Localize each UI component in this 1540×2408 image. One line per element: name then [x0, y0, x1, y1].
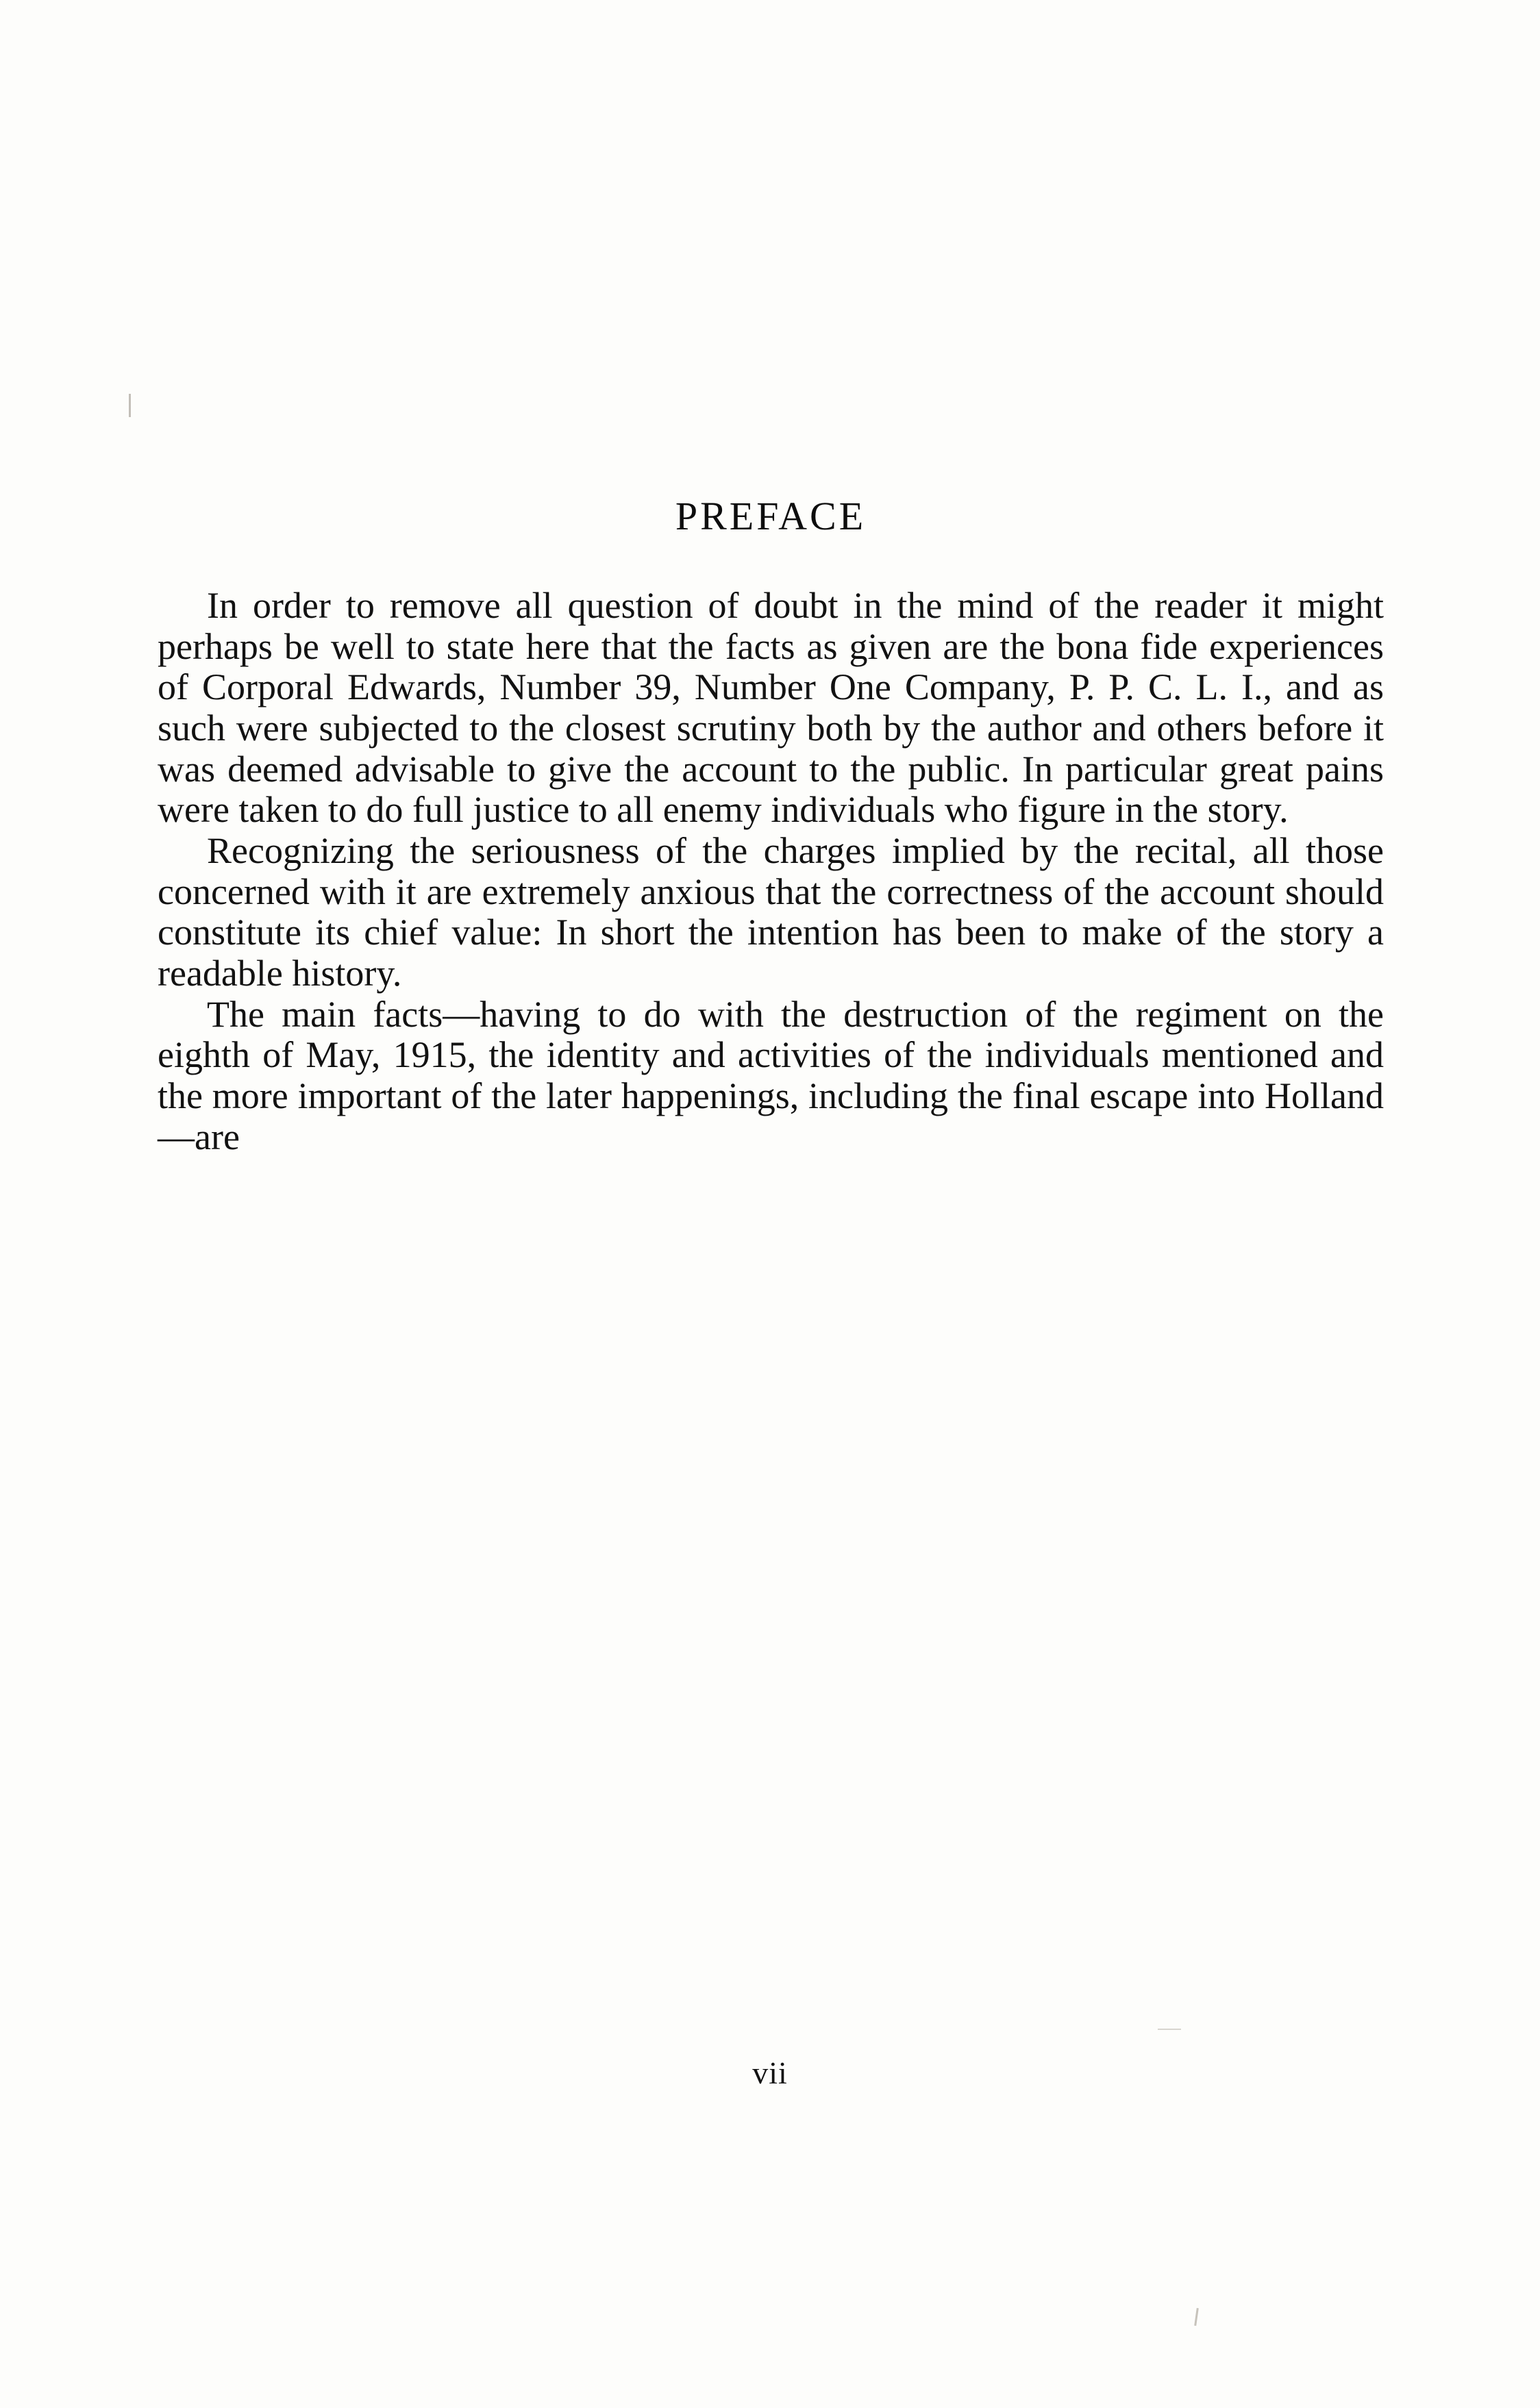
body-column: [158, 586, 1384, 1157]
page-title: PREFACE: [675, 494, 867, 538]
paragraph: The main facts—having to do with the destruction of the regiment on the eighth of May, 1915, the identity and activities of the individuals mentioned and the more important of the later happenings, including the final escape into Holland—are: [158, 993, 1384, 1157]
page-edge-mark-bottom: [1194, 2308, 1199, 2326]
page-edge-mark-left: [129, 394, 131, 417]
page-number: vii: [752, 2055, 788, 2090]
paragraph: Recognizing the seriousness of the charges implied by the recital, all those concerned with it are extremely anxious that the correctness of the account should constitute its chief value: In short the intention has been to make of the story a readable history.: [158, 829, 1384, 994]
page-text-block: [103, 493, 1439, 1157]
paragraph: In order to remove all question of doubt in the mind of the reader it might perhaps be well to state here that the facts as given are the bona fide experiences of Corporal Edwards, Number 39, Number One Company, P. P. C. L. I., and as such were subjected to the closest scrutiny both by the author and others before it was deemed advisable to give the account to the public. In particular great pains were taken to do full justice to all enemy individuals who figure in the story.: [158, 585, 1384, 831]
page-edge-mark-small: [1158, 2029, 1181, 2030]
